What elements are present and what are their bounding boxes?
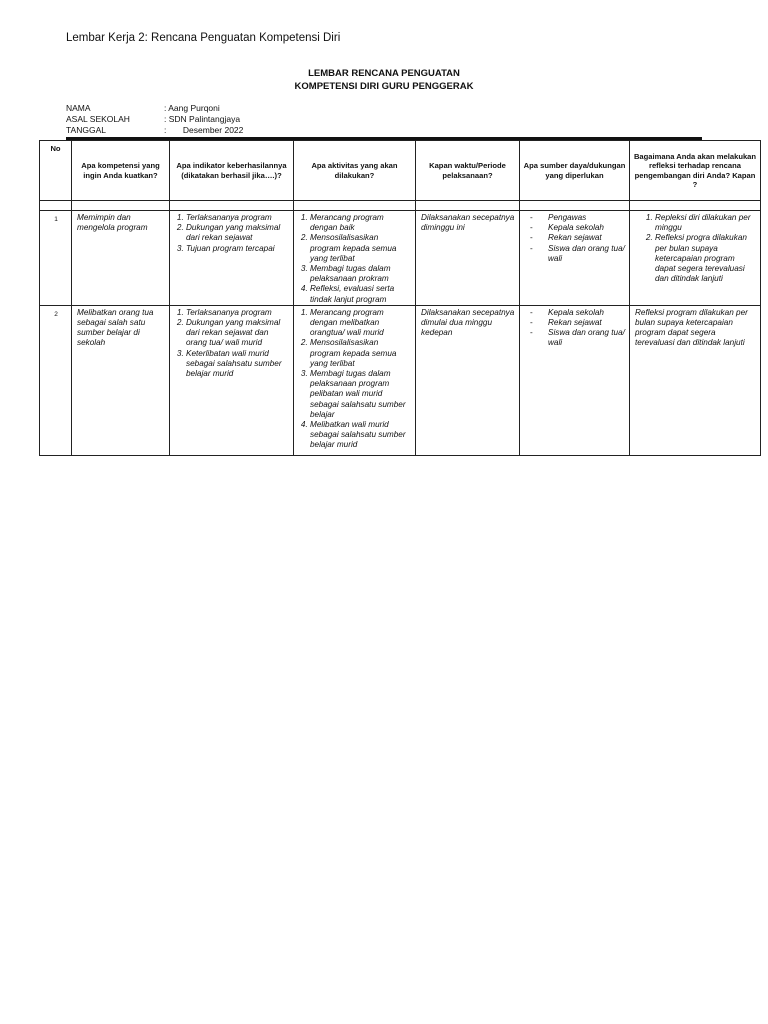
list-item: - Siswa dan orang tua/ wali — [530, 328, 625, 348]
info-value: : Aang Purqoni — [164, 103, 220, 113]
list-item: - Kepala sekolah — [530, 223, 604, 233]
column-header-period: Kapan waktu/Periode pelaksanaan? — [416, 141, 520, 201]
document-title-line1: LEMBAR RENCANA PENGUATAN — [308, 68, 460, 79]
list-item: 4. Refleksi, evaluasi serta tindak lanjut program — [310, 284, 411, 304]
info-label: ASAL SEKOLAH — [66, 114, 130, 124]
list-item: 3. Membagi tugas dalam pelaksanaan prokram — [310, 264, 411, 284]
period-cell: Dilaksanakan secepatnya diminggu ini — [416, 211, 520, 306]
list-item: 1. Terlaksananya program — [186, 213, 289, 223]
info-label: TANGGAL — [66, 125, 106, 135]
list-item: 3. Membagi tugas dalam pelaksanaan program pelibatan wali murid sebagai salahsatu sumber belajar — [310, 369, 411, 420]
table-row — [40, 305, 761, 455]
list-item: 1. Merancang program dengan melibatkan orangtua/ wali murid — [310, 308, 411, 339]
column-header-indicator: Apa indikator keberhasilannya (dikatakan berhasil jika….)? — [170, 141, 294, 201]
list-item: 2. Refleksi progra dilakukan per bulan supaya ketercapaian program dapat segera terevaluasi dan ditindak lanjuti — [655, 233, 756, 284]
row-number: 1 — [40, 211, 72, 306]
indicator-cell — [170, 211, 294, 306]
reflection-cell — [630, 211, 761, 306]
competency-cell: Melibatkan orang tua sebagai salah satu sumber belajar di sekolah — [72, 305, 170, 455]
info-row-name — [66, 103, 243, 114]
period-cell: Dilaksanakan secepatnya dimulai dua minggu kedepan — [416, 305, 520, 455]
activity-cell — [294, 305, 416, 455]
info-value: : Desember 2022 — [164, 125, 244, 135]
competency-plan-table — [39, 140, 761, 456]
list-item: 2. Dukungan yang maksimal dari rekan sejawat dan orang tua/ wali murid — [186, 318, 289, 349]
list-item: 3. Keterlibatan wali murid sebagai salahsatu sumber belajar murid — [186, 349, 289, 380]
table-row — [40, 211, 761, 306]
document-title-line2: KOMPETENSI DIRI GURU PENGGERAK — [294, 81, 474, 92]
spacer-row — [40, 201, 761, 211]
info-label: NAMA — [66, 103, 91, 113]
list-item: - Pengawas — [530, 213, 587, 222]
list-item: 4. Melibatkan wali murid sebagai salahsatu sumber belajar murid — [310, 420, 411, 451]
competency-cell: Memimpin dan mengelola program — [72, 211, 170, 306]
list-item: 2. Dukungan yang maksimal dari rekan sejawat — [186, 223, 289, 243]
indicator-cell — [170, 305, 294, 455]
reflection-cell: Refleksi program dilakukan per bulan supaya ketercapaian program dapat segera terevaluasi dan ditindak lanjuti — [630, 305, 761, 455]
column-header-no: No — [40, 141, 72, 201]
column-header-resources: Apa sumber daya/dukungan yang diperlukan — [520, 141, 630, 201]
info-value: : SDN Palintangjaya — [164, 114, 241, 124]
list-item: 2. Mensosilalisasikan program kepada semua yang terlibat — [310, 338, 411, 369]
list-item: - Kepala sekolah — [530, 307, 604, 317]
list-item: - Rekan sejawat — [530, 318, 602, 328]
list-item: 1. Terlaksananya program — [186, 308, 289, 318]
list-item: 1. Merancang program dengan baik — [310, 213, 411, 233]
list-item: - Rekan sejawat — [530, 233, 602, 243]
table-header-row — [40, 141, 761, 201]
resources-cell — [520, 305, 630, 455]
list-item: 2. Mensosilalisasikan program kepada semua yang terlibat — [310, 233, 411, 264]
row-number: 2 — [40, 305, 72, 455]
column-header-competency: Apa kompetensi yang ingin Anda kuatkan? — [72, 141, 170, 201]
activity-cell — [294, 211, 416, 306]
column-header-reflection: Bagaimana Anda akan melakukan refleksi terhadap rencana pengembangan diri Anda? Kapan ? — [630, 141, 761, 201]
list-item: - Siswa dan orang tua/ wali — [530, 243, 625, 263]
info-row-school — [66, 114, 243, 125]
header-note: Lembar Kerja 2: Rencana Penguatan Kompetensi Diri — [66, 32, 341, 44]
resources-cell — [520, 211, 630, 306]
list-item: 1. Repleksi diri dilakukan per minggu — [655, 213, 756, 233]
column-header-activity: Apa aktivitas yang akan dilakukan? — [294, 141, 416, 201]
info-row-date — [66, 125, 243, 136]
list-item: 3. Tujuan program tercapai — [186, 244, 289, 254]
identity-info — [66, 103, 243, 136]
